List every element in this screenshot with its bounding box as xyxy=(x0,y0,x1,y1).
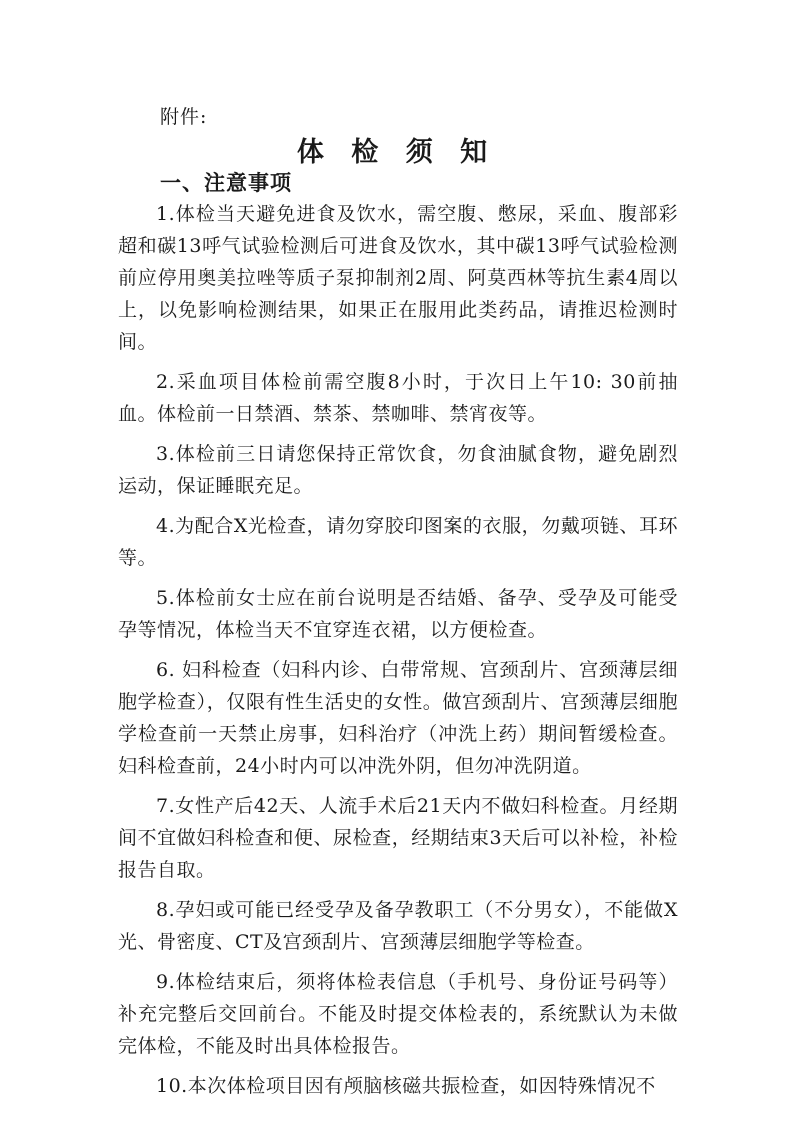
notice-item: 5.体检前女士应在前台说明是否结婚、备孕、受孕及可能受孕等情况，体检当天不宜穿连衣裙，以方便检查。 xyxy=(118,587,678,641)
notice-item: 3.体检前三日请您保持正常饮食，勿食油腻食物，避免剧烈运动，保证睡眠充足。 xyxy=(118,443,678,497)
notice-item: 10.本次体检项目因有颅脑核磁共振检查，如因特殊情况不 xyxy=(156,1075,656,1097)
notice-item: 1.体检当天避免进食及饮水，需空腹、憋尿，采血、腹部彩超和碳13呼气试验检测后可进食及饮水，其中碳13呼气试验检测前应停用奥美拉唑等质子泵抑制剂2周、阿莫西林等抗生素4周以上，以免影响检测结果，如果正在服用此类药品，请推迟检测时间。 xyxy=(118,203,678,353)
notice-item: 9.体检结束后，须将体检表信息（手机号、身份证号码等）补充完整后交回前台。不能及时提交体检表的，系统默认为未做完体检，不能及时出具体检报告。 xyxy=(118,971,678,1057)
notice-item: 7.女性产后42天、人流手术后21天内不做妇科检查。月经期间不宜做妇科检查和便、尿检查，经期结束3天后可以补检，补检报告自取。 xyxy=(118,795,678,881)
annex-label: 附件: xyxy=(160,106,208,128)
document-title: 体 检 须 知 xyxy=(296,137,497,168)
notice-body xyxy=(118,198,678,1110)
notice-item: 2.采血项目体检前需空腹8小时，于次日上午10: 30前抽血。体检前一日禁酒、禁茶、禁咖啡、禁宵夜等。 xyxy=(118,371,678,425)
notice-item: 6. 妇科检查（妇科内诊、白带常规、宫颈刮片、宫颈薄层细胞学检查），仅限有性生活史的女性。做宫颈刮片、宫颈薄层细胞学检查前一天禁止房事，妇科治疗（冲洗上药）期间暂缓检查。妇科检查前，24小时内可以冲洗外阴，但勿冲洗阴道。 xyxy=(118,659,678,777)
notice-item: 4.为配合X光检查，请勿穿胶印图案的衣服，勿戴项链、耳环等。 xyxy=(118,515,678,569)
section-heading: 一、注意事项 xyxy=(160,171,292,195)
notice-item: 8.孕妇或可能已经受孕及备孕教职工（不分男女），不能做X光、骨密度、CT及宫颈刮片、宫颈薄层细胞学等检查。 xyxy=(118,899,678,953)
